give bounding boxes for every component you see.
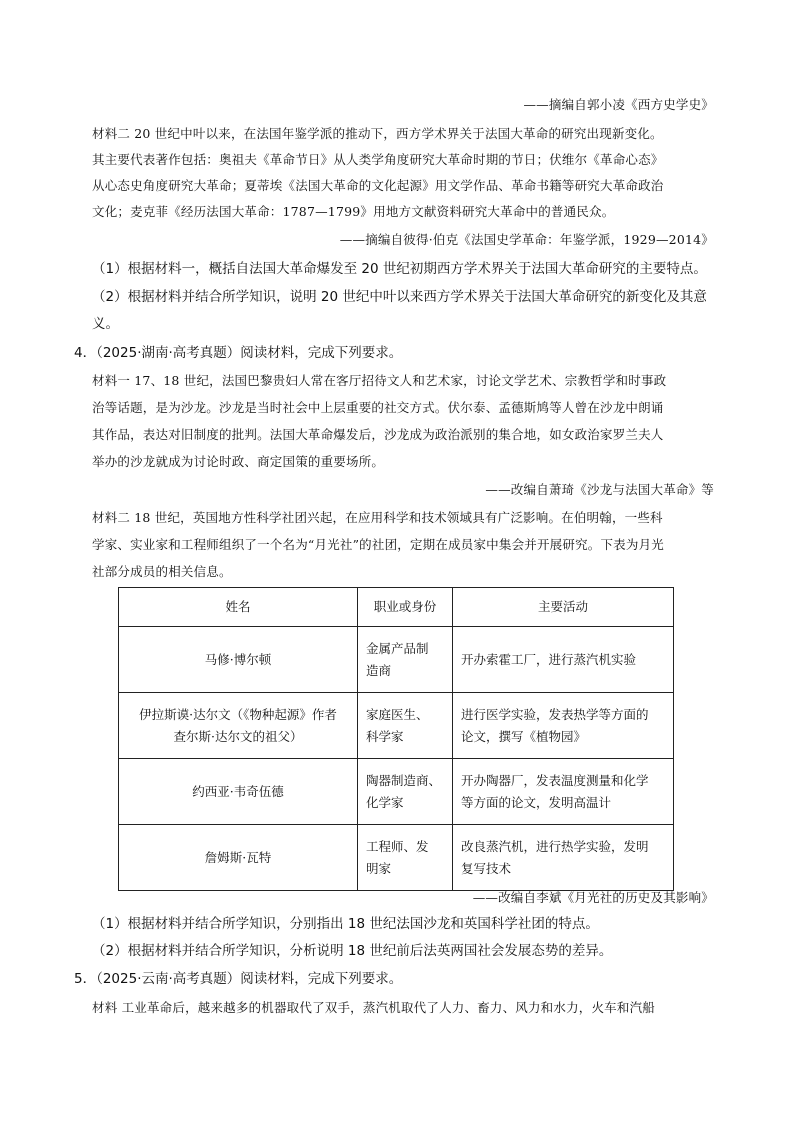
table-row <box>119 627 674 693</box>
material-text-line: 材料 工业革命后，越来越多的机器取代了双手，蒸汽机取代了人力、畜力、风力和水力，火车和汽船 <box>92 1000 655 1015</box>
material-text-line: 从心态史角度研究大革命；夏蒂埃《法国大革命的文化起源》用文学作品、革命书籍等研究大革命政治 <box>92 178 664 193</box>
table-row <box>119 693 674 759</box>
table-cell-job: 金属产品制 造商 <box>358 627 453 693</box>
table-cell-activity: 开办陶器厂，发表温度测量和化学 等方面的论文，发明高温计 <box>453 759 674 825</box>
table-cell-job: 陶器制造商、 化学家 <box>358 759 453 825</box>
source-citation: ——改编自李斌《月光社的历史及其影响》 <box>472 890 714 905</box>
table-cell-activity: 开办索霍工厂，进行蒸汽机实验 <box>453 627 674 693</box>
material-text-line: 社部分成员的相关信息。 <box>92 564 232 579</box>
question-item: （1）根据材料一，概括自法国大革命爆发至 20 世纪初期西方学术界关于法国大革命研究的主要特点。 <box>92 261 707 277</box>
question-header: 5．（2025·云南·高考真题）阅读材料，完成下列要求。 <box>74 971 403 987</box>
material-text-line: 材料一 17、18 世纪，法国巴黎贵妇人常在客厅招待文人和艺术家，讨论文学艺术、宗教哲学和时事政 <box>92 373 667 388</box>
material-text-line: 治等话题，是为沙龙。沙龙是当时社会中上层重要的社交方式。伏尔泰、孟德斯鸠等人曾在沙龙中朗诵 <box>92 400 664 415</box>
material-text-line: 学家、实业家和工程师组织了一个名为“月光社”的社团，定期在成员家中集会并开展研究。下表为月光 <box>92 537 664 552</box>
moon-society-table <box>118 587 674 891</box>
question-header: 4．（2025·湖南·高考真题）阅读材料，完成下列要求。 <box>74 345 403 361</box>
table-header-cell: 职业或身份 <box>358 588 453 627</box>
table-header-cell: 姓名 <box>119 588 358 627</box>
table-cell-name: 马修·博尔顿 <box>119 627 358 693</box>
question-item: （2）根据材料并结合所学知识，分析说明 18 世纪前后法英两国社会发展态势的差异。 <box>92 943 613 959</box>
table-cell-activity: 改良蒸汽机，进行热学实验，发明 复写技术 <box>453 825 674 891</box>
source-citation: ——摘编自郭小凌《西方史学史》 <box>523 97 714 112</box>
material-text-line: 举办的沙龙就成为讨论时政、商定国策的重要场所。 <box>92 454 385 469</box>
table-header-row <box>119 588 674 627</box>
table-cell-name: 约西亚·韦奇伍德 <box>119 759 358 825</box>
material-text-line: 材料二 20 世纪中叶以来，在法国年鉴学派的推动下，西方学术界关于法国大革命的研究出现新变化。 <box>92 126 663 141</box>
question-item: （2）根据材料并结合所学知识，说明 20 世纪中叶以来西方学术界关于法国大革命研究的新变化及其意 <box>92 289 707 305</box>
question-item: 义。 <box>92 316 119 332</box>
table-header-cell: 主要活动 <box>453 588 674 627</box>
question-item: （1）根据材料并结合所学知识，分别指出 18 世纪法国沙龙和英国科学社团的特点。 <box>92 916 599 932</box>
table-cell-name: 伊拉斯谟·达尔文（《物种起源》作者 查尔斯·达尔文的祖父） <box>119 693 358 759</box>
table-row <box>119 759 674 825</box>
source-citation: ——摘编自彼得·伯克《法国史学革命：年鉴学派，1929—2014》 <box>339 232 714 247</box>
table-cell-activity: 进行医学实验，发表热学等方面的 论文，撰写《植物园》 <box>453 693 674 759</box>
material-text-line: 文化；麦克菲《经历法国大革命：1787—1799》用地方文献资料研究大革命中的普通民众。 <box>92 204 615 219</box>
source-citation: ——改编自萧琦《沙龙与法国大革命》等 <box>485 482 714 497</box>
material-text-line: 材料二 18 世纪，英国地方性科学社团兴起，在应用科学和技术领域具有广泛影响。在伯明翰，一些科 <box>92 510 663 525</box>
table-row <box>119 825 674 891</box>
table-cell-job: 工程师、发 明家 <box>358 825 453 891</box>
table-cell-job: 家庭医生、 科学家 <box>358 693 453 759</box>
material-text-line: 其作品，表达对旧制度的批判。法国大革命爆发后，沙龙成为政治派别的集合地，如女政治家罗兰夫人 <box>92 427 664 442</box>
material-text-line: 其主要代表著作包括：奥祖夫《革命节日》从人类学角度研究大革命时期的节日；伏维尔《革命心态》 <box>92 152 664 167</box>
table-cell-name: 詹姆斯·瓦特 <box>119 825 358 891</box>
